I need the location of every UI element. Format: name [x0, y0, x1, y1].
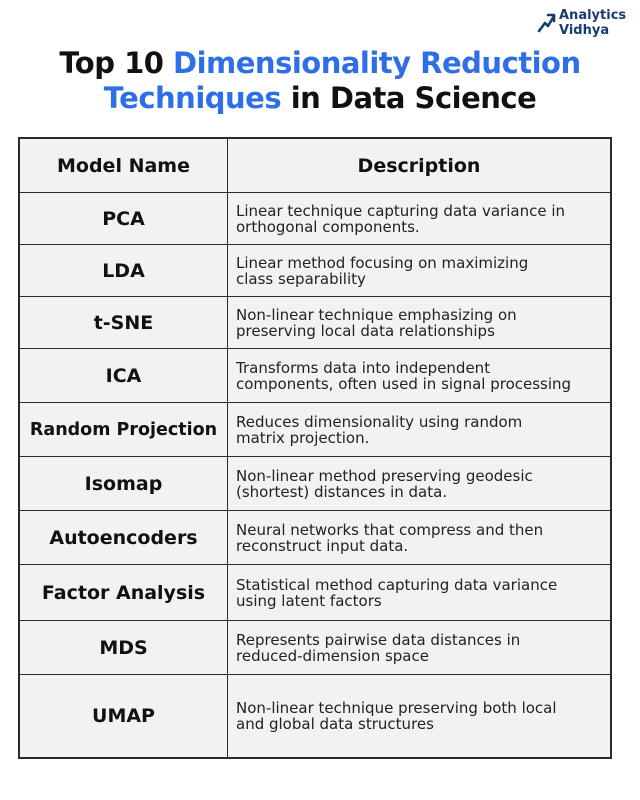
description-line: Linear method focusing on maximizing — [236, 253, 529, 272]
brand-name — [559, 8, 626, 38]
description-line: class separability — [236, 269, 366, 288]
model-name: t-SNE — [20, 297, 228, 348]
model-description — [236, 565, 606, 620]
model-name: MDS — [20, 621, 228, 674]
title-line-1 — [0, 46, 640, 81]
description-line: using latent factors — [236, 591, 382, 610]
title-highlight-2: Techniques — [103, 81, 282, 115]
brand-logo — [537, 8, 637, 42]
title-highlight-1: Dimensionality Reduction — [173, 46, 581, 80]
description-line: and global data structures — [236, 715, 434, 733]
description-line: Non-linear method preserving geodesic — [236, 466, 533, 485]
description-line: reconstruct input data. — [236, 536, 409, 555]
title-line-2 — [0, 81, 640, 116]
model-description — [236, 675, 606, 757]
description-line: Non-linear technique emphasizing on — [236, 305, 517, 324]
brand-line-1: Analytics — [559, 8, 627, 23]
description-line: (shortest) distances in data. — [236, 482, 448, 501]
model-name: UMAP — [20, 675, 228, 757]
description-line: preserving local data relationships — [236, 321, 495, 340]
title-part-4: in Data Science — [281, 81, 537, 115]
page-title — [0, 46, 640, 116]
title-part-1: Top 10 — [59, 46, 174, 80]
model-description — [236, 193, 606, 244]
model-name: Autoencoders — [20, 511, 228, 564]
model-name: Factor Analysis — [20, 565, 228, 620]
description-line: Linear technique capturing data variance in — [236, 201, 566, 220]
table-row — [20, 245, 610, 297]
description-line: orthogonal components. — [236, 217, 420, 236]
model-name: Isomap — [20, 457, 228, 510]
description-line: components, often used in signal processing — [236, 374, 572, 393]
description-line: reduced-dimension space — [236, 646, 429, 665]
model-description — [236, 511, 606, 564]
model-name: PCA — [20, 193, 228, 244]
model-name: Random Projection — [20, 403, 228, 456]
model-description — [236, 403, 606, 456]
table-row — [20, 675, 610, 757]
description-line: Statistical method capturing data variance — [236, 575, 558, 594]
model-description — [236, 245, 606, 296]
brand-line-2: Vidhya — [559, 23, 610, 38]
description-line: matrix projection. — [236, 428, 370, 447]
techniques-table — [18, 137, 612, 759]
table-row — [20, 297, 610, 349]
description-line: Reduces dimensionality using random — [236, 412, 523, 431]
table-row — [20, 193, 610, 245]
model-description — [236, 457, 606, 510]
header-description: Description — [357, 154, 481, 177]
table-row — [20, 403, 610, 457]
header-model-name: Model Name — [20, 139, 228, 192]
description-line: Represents pairwise data distances in — [236, 630, 521, 649]
trend-arrow-icon — [537, 11, 557, 35]
description-line: Non-linear technique preserving both local — [236, 699, 557, 717]
model-name: ICA — [20, 349, 228, 402]
table-header-row — [20, 139, 610, 193]
table-row — [20, 457, 610, 511]
model-description — [236, 621, 606, 674]
description-line: Transforms data into independent — [236, 358, 491, 377]
model-name: LDA — [20, 245, 228, 296]
table-row — [20, 349, 610, 403]
table-row — [20, 565, 610, 621]
description-line: Neural networks that compress and then — [236, 520, 544, 539]
model-description — [236, 297, 606, 348]
table-row — [20, 621, 610, 675]
table-row — [20, 511, 610, 565]
model-description — [236, 349, 606, 402]
